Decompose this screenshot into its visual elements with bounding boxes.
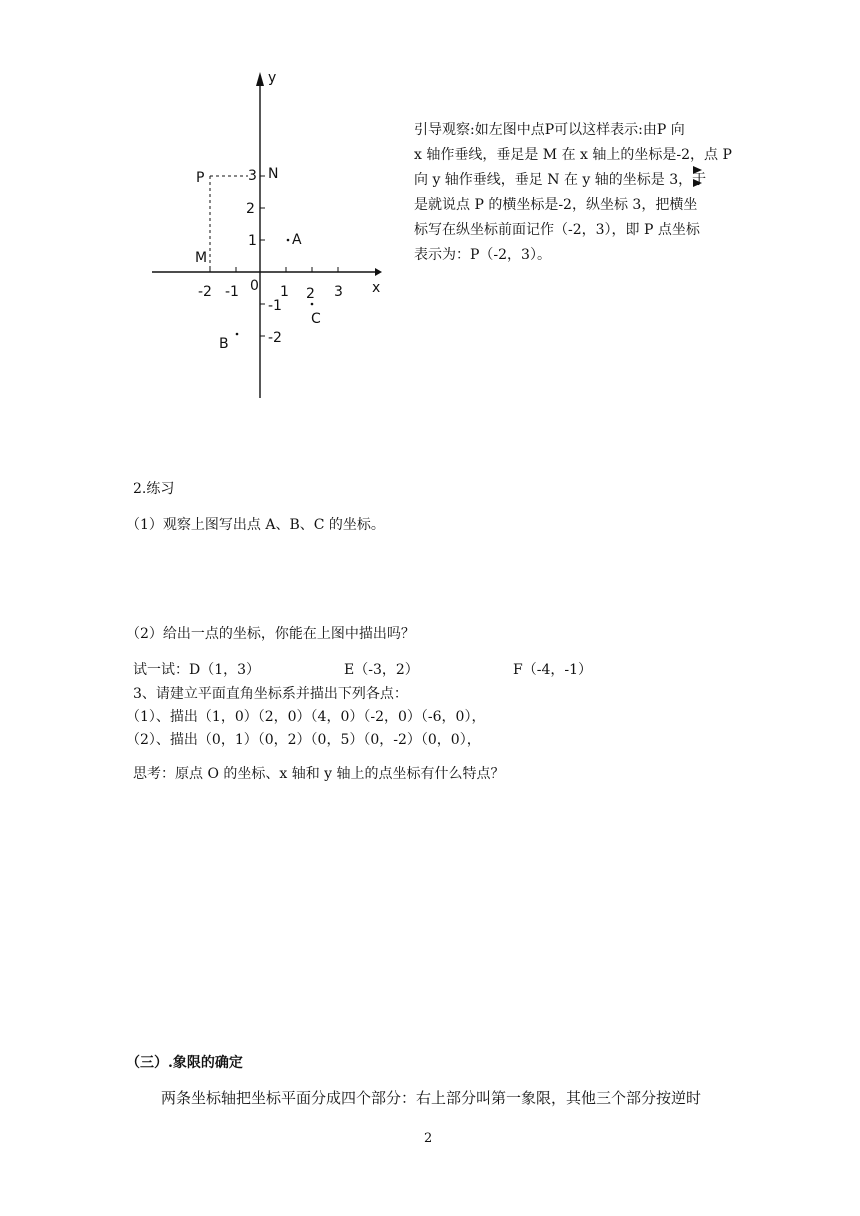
intro-line: 向 y 轴作垂线，垂足 N 在 y 轴的坐标是 3，于 [414, 172, 707, 188]
point-a-dot [287, 239, 290, 242]
try-point-e: E（-3，2） [344, 662, 419, 678]
right-arrow-icon [693, 166, 702, 174]
exercise-3-item-2: （2）、描出（0，1）（0，2）（0，5）（0，-2）（0，0）， [126, 732, 481, 748]
y-axis-label: y [268, 70, 277, 86]
intro-line: 是就说点 P 的横坐标是-2，纵坐标 3，把横坐 [414, 197, 698, 213]
y-tick-label: 1 [248, 233, 257, 249]
think-question: 思考：原点 O 的坐标、x 轴和 y 轴上的点坐标有什么特点？ [133, 766, 505, 782]
coordinate-figure [140, 60, 400, 410]
y-tick-label: -1 [268, 298, 282, 314]
point-a-label: A [292, 232, 302, 248]
x-tick-label: 1 [280, 284, 289, 300]
point-b-label: B [219, 336, 229, 352]
y-axis-arrow [256, 72, 264, 86]
x-axis-arrow [375, 268, 382, 276]
intro-paragraph [414, 118, 732, 268]
question-1: （1）观察上图写出点 A、B、C 的坐标。 [126, 517, 385, 533]
point-b-dot [236, 333, 239, 336]
y-tick-label: 2 [246, 201, 255, 217]
point-m-label: M [195, 250, 208, 266]
practice-heading: 2.练习 [133, 481, 175, 497]
intro-line: x 轴作垂线，垂足是 M 在 x 轴上的坐标是-2，点 P [414, 147, 732, 163]
origin-label: 0 [250, 278, 259, 294]
x-tick-label: -2 [198, 284, 212, 300]
point-c-label: C [311, 311, 321, 327]
try-point-d: 试一试：D（1，3） [133, 662, 261, 678]
x-tick-label: -1 [225, 284, 239, 300]
quadrant-heading: （三）.象限的确定 [126, 1055, 243, 1071]
question-2: （2）给出一点的坐标，你能在上图中描出吗？ [126, 626, 415, 642]
exercise-3-heading: 3、请建立平面直角坐标系并描出下列各点： [133, 686, 408, 702]
point-c-dot [311, 303, 314, 306]
intro-line: 引导观察:如左图中点P可以这样表示:由P 向 [414, 122, 685, 138]
y-tick-label: 3 [248, 168, 257, 184]
point-p-label: P [196, 170, 205, 186]
x-tick-label: 2 [306, 286, 315, 302]
y-tick-label: -2 [268, 330, 282, 346]
try-point-f: F（-4，-1） [513, 662, 592, 678]
right-arrow-icon [693, 179, 702, 187]
intro-line: 表示为：P（-2，3）。 [414, 247, 551, 263]
quadrant-body: 两条坐标轴把坐标平面分成四个部分：右上部分叫第一象限，其他三个部分按逆时 [161, 1089, 702, 1107]
point-n-label: N [268, 166, 279, 182]
intro-line: 标写在纵坐标前面记作（-2，3），即 P 点坐标 [414, 222, 700, 238]
x-tick-label: 3 [334, 284, 343, 300]
page-number: 2 [424, 1131, 433, 1146]
x-axis-label: x [372, 280, 381, 296]
exercise-3-item-1: （1）、描出（1，0）（2，0）（4，0）（-2，0）（-6，0）， [126, 709, 486, 725]
